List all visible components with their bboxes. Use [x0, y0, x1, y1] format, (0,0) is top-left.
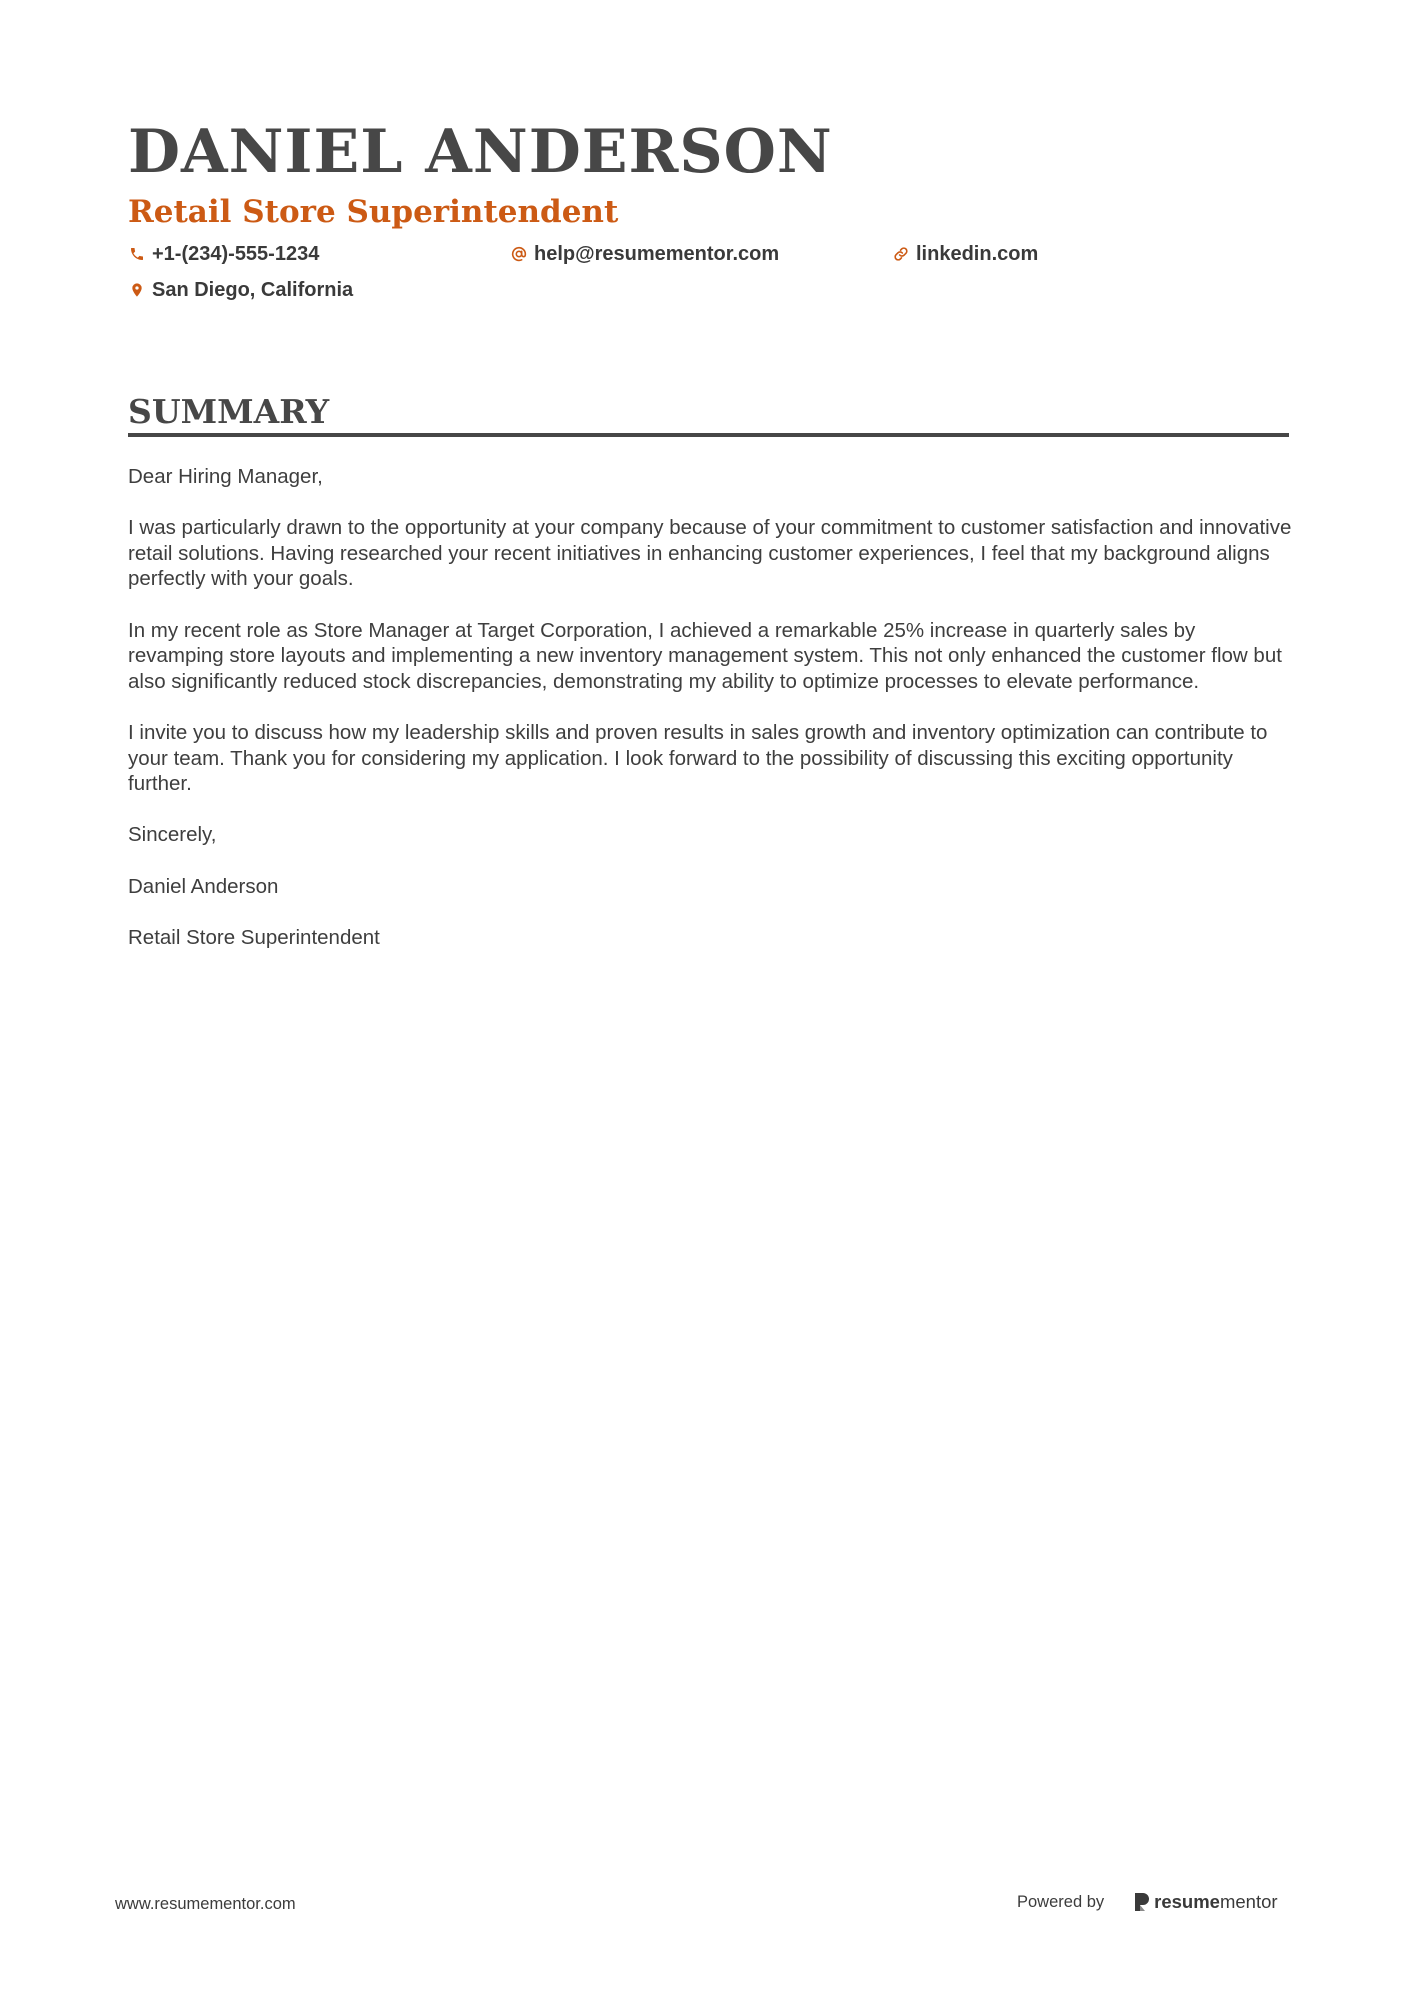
closing: Sincerely, — [128, 823, 217, 847]
brand-logo-icon — [1134, 1892, 1150, 1912]
brand-logo[interactable] — [1134, 1891, 1277, 1913]
footer-powered-by — [1017, 1887, 1278, 1917]
salutation: Dear Hiring Manager, — [128, 465, 323, 488]
powered-by-label: Powered by — [1017, 1892, 1105, 1911]
contact-linkedin-text[interactable]: linkedin.com — [916, 242, 1039, 265]
paragraph-2: In my recent role as Store Manager at Target Corporation, I achieved a remarkable 25% increase in quarterly sales by revamping store layouts and implementing a new inventory management system. This not only enhanced the customer flow but also significantly reduced stock discrepancies, demonstrating my ability to optimize processes to elevate performance. — [128, 618, 1282, 693]
location-pin-icon — [128, 281, 146, 299]
footer-website[interactable]: www.resumementor.com — [115, 1895, 296, 1913]
letter-body — [128, 464, 1293, 976]
candidate-name: DANIEL ANDERSON — [128, 117, 833, 187]
contact-phone — [128, 239, 319, 269]
paragraph-1: I was particularly drawn to the opportunity at your company because of your commitment to customer satisfaction and innovative retail solutions. Having researched your recent initiatives in enhancing customer experiences, I feel that my background aligns perfectly with your goals. — [128, 516, 1292, 591]
section-divider — [128, 433, 1289, 437]
summary-heading: SUMMARY — [128, 392, 330, 431]
contact-phone-text: +1-(234)-555-1234 — [152, 242, 320, 265]
contact-email[interactable] — [510, 239, 779, 269]
brand-name-part2: mentor — [1219, 1891, 1278, 1912]
brand-name-part1: resume — [1154, 1891, 1220, 1912]
candidate-job-title: Retail Store Superintendent — [128, 194, 619, 230]
signature-name: Daniel Anderson — [128, 874, 279, 898]
contact-linkedin[interactable] — [892, 239, 1038, 269]
phone-icon — [128, 245, 146, 263]
at-sign-icon — [510, 245, 528, 263]
contact-location-text: San Diego, California — [152, 278, 354, 301]
contact-location — [128, 275, 353, 305]
paragraph-3: I invite you to discuss how my leadership skills and proven results in sales growth and inventory optimization can contribute to your team. Thank you for considering my application. I look forward to the possibility of discussing this exciting opportunity further. — [128, 720, 1268, 796]
contact-email-text[interactable]: help@resumementor.com — [534, 242, 780, 265]
signature-title: Retail Store Superintendent — [128, 925, 380, 949]
link-icon — [892, 245, 910, 263]
